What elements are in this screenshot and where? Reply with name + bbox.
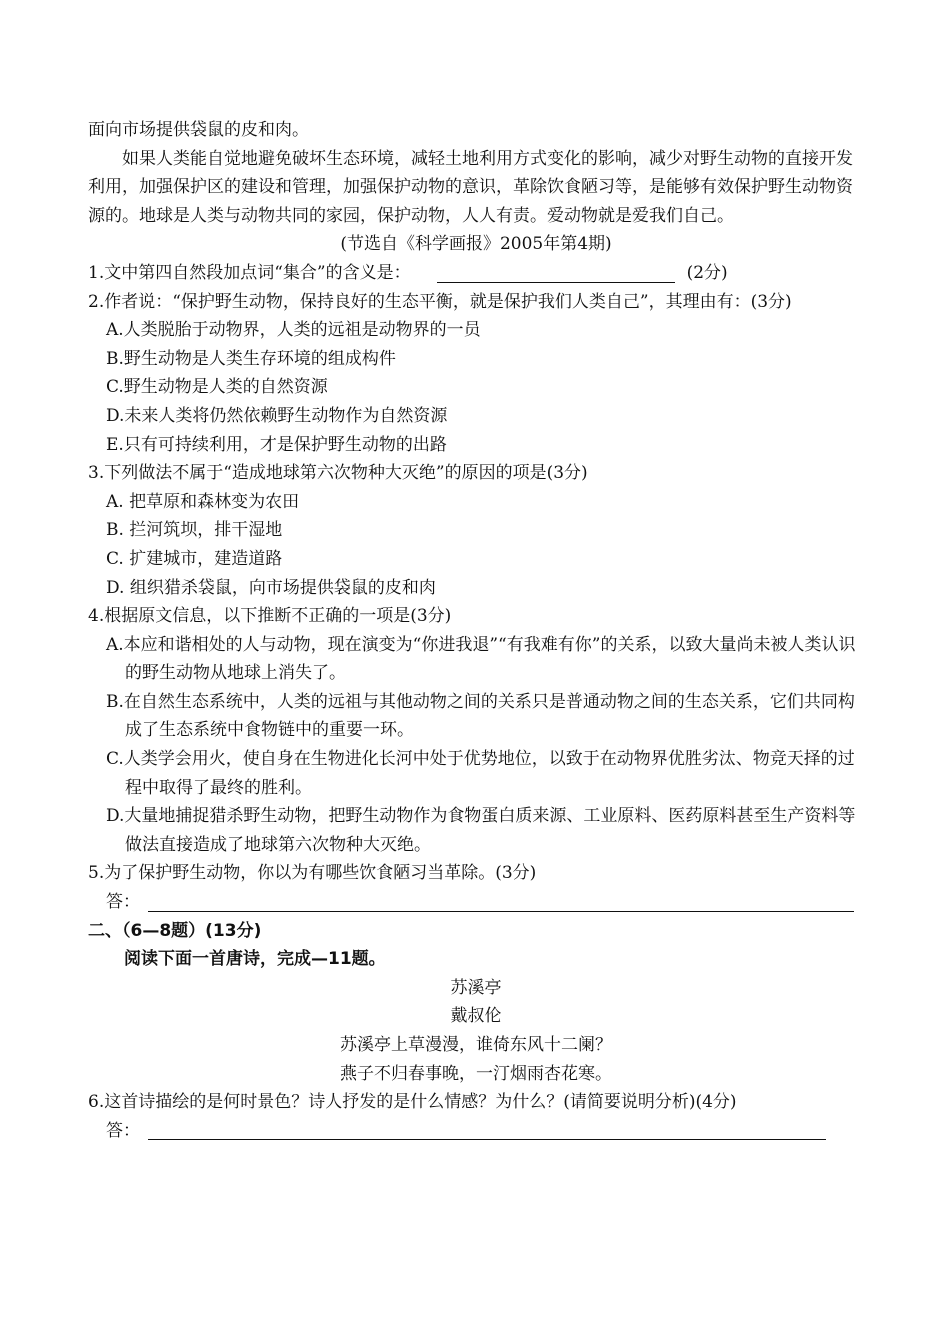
passage-paragraph: 如果人类能自觉地避免破坏生态环境，减轻土地利用方式变化的影响，减少对野生动物的直接开发利用，加强保护区的建设和管理，加强保护动物的意识，革除饮食陋习等，是能够有效保护野生动物资源的。地球是人类与动物共同的家园，保护动物，人人有责。爱动物就是爱我们自己。 [88,148,853,226]
poem-line-1: 苏溪亭上草漫漫，谁倚东风十二阑？ [340,1035,612,1055]
question-4-option-a: A.本应和谐相处的人与动物，现在演变为“你进我退”“有我难有你”的关系，以致大量尚未被人类认识的野生动物从地球上消失了。 [106,634,856,684]
question-5-answer [88,888,864,917]
question-3-option-a: A. 把草原和森林变为农田 [106,491,300,512]
question-6-text: 6.这首诗描绘的是何时景色？诗人抒发的是什么情感？为什么？(请简要说明分析)(4分) [88,1092,737,1113]
question-5-answer-label: 答： [106,892,140,913]
question-4-option-b: B.在自然生态系统中，人类的远祖与其他动物之间的关系只是普通动物之间的生态关系，它们共同构成了生态系统中食物链中的重要一环。 [106,691,855,741]
question-6-answer [88,1117,864,1146]
question-2-option-b: B.野生动物是人类生存环境的组成构件 [106,348,396,369]
question-1 [88,259,864,288]
question-6-answer-label: 答： [106,1120,140,1141]
question-2-text: 2.作者说：“保护野生动物，保持良好的生态平衡，就是保护我们人类自己”，其理由有：(3分) [88,291,792,312]
passage-continuation: 面向市场提供袋鼠的皮和肉。 [88,120,309,140]
question-2-option-c: C.野生动物是人类的自然资源 [106,377,328,398]
question-5-text: 5.为了保护野生动物，你以为有哪些饮食陋习当革除。(3分) [88,863,537,884]
question-5-answer-line[interactable] [148,893,854,912]
question-1-score: (2分) [686,262,728,283]
exam-page [88,116,864,1145]
question-4-option-d: D.大量地捕捉猎杀野生动物，把野生动物作为食物蛋白质来源、工业原料、医药原料甚至生产资料等做法直接造成了地球第六次物种大灭绝。 [106,806,856,855]
question-2-option-d: D.未来人类将仍然依赖野生动物作为自然资源 [106,405,448,426]
question-3-option-b: B. 拦河筑坝，排干湿地 [106,520,283,541]
question-6-answer-line[interactable] [148,1121,826,1140]
section-2-heading: 二、（6—8题）(13分) [88,920,262,941]
question-1-text: 1.文中第四自然段加点词“集合”的含义是： [88,262,411,283]
question-3-option-d: D. 组织猎杀袋鼠，向市场提供袋鼠的皮和肉 [106,577,436,598]
question-2-option-a: A.人类脱胎于动物界，人类的远祖是动物界的一员 [106,320,481,341]
section-2-instruction: 阅读下面一首唐诗，完成—11题。 [124,949,386,970]
poem-line-2: 燕子不归春事晚，一汀烟雨杏花寒。 [340,1063,612,1084]
question-2-option-e: E.只有可持续利用，才是保护野生动物的出路 [106,434,447,455]
question-3-text: 3.下列做法不属于“造成地球第六次物种大灭绝”的原因的项是(3分) [88,463,588,484]
question-4-option-c: C.人类学会用火，使自身在生物进化长河中处于优势地位，以致于在动物界优胜劣汰、物竞天择的过程中取得了最终的胜利。 [106,749,855,798]
poem-title: 苏溪亭 [450,977,502,998]
passage-source: (节选自《科学画报》2005年第4期) [340,234,612,255]
question-1-blank[interactable] [437,264,675,283]
question-3-option-c: C. 扩建城市，建造道路 [106,548,283,569]
question-4-text: 4.根据原文信息，以下推断不正确的一项是(3分) [88,606,452,627]
poem-author: 戴叔伦 [450,1006,502,1027]
